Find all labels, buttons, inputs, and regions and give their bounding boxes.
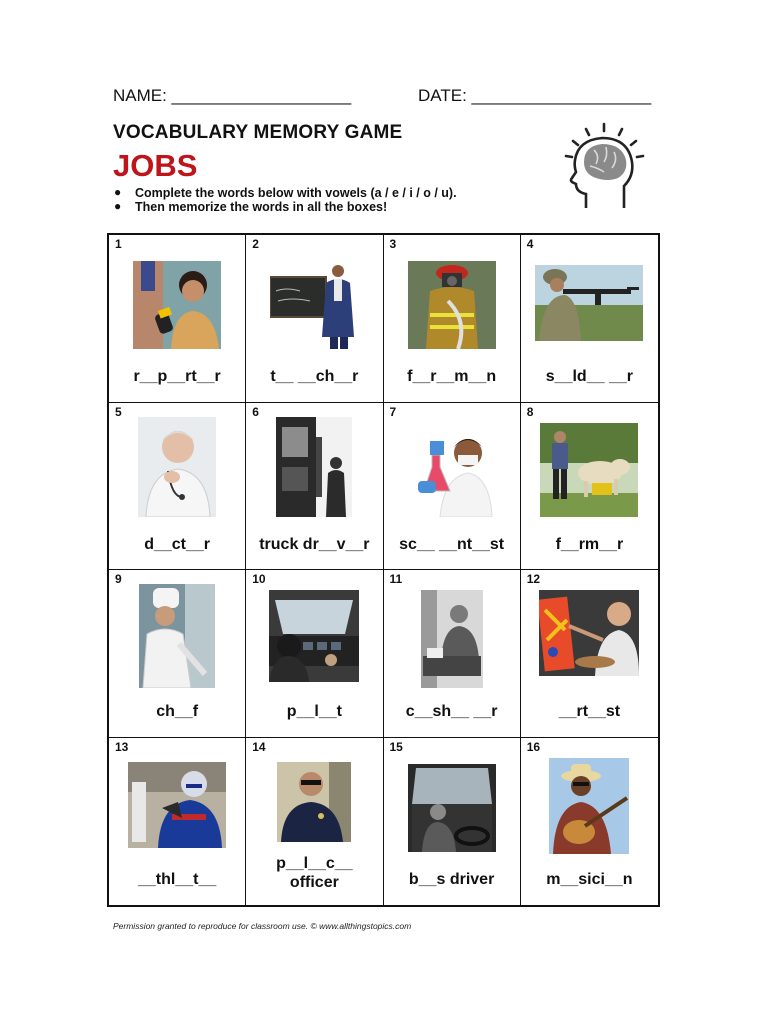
card-word: truck dr__v__r (259, 535, 370, 553)
card-number: 9 (115, 572, 122, 586)
card-number: 2 (252, 237, 259, 251)
vocab-card (521, 738, 658, 906)
artist-photo (539, 590, 639, 676)
vocab-card (109, 570, 246, 738)
card-word: r__p__rt__r (133, 368, 221, 385)
athlete-photo (128, 762, 226, 848)
vocab-card (384, 235, 521, 403)
card-number: 3 (389, 237, 397, 251)
card-word: p__l__t (286, 703, 342, 720)
card-number: 13 (115, 739, 129, 754)
chef-photo (139, 584, 215, 688)
vocab-card (521, 403, 658, 571)
vocab-card (384, 738, 521, 906)
worksheet-topic: JOBS (113, 148, 198, 183)
card-word-line: p__l__c__ (276, 854, 353, 872)
police-officer-photo (277, 762, 351, 842)
pilot-photo (269, 590, 359, 682)
card-word: ch__f (156, 703, 199, 720)
card-number: 11 (389, 572, 403, 586)
vocabulary-grid (107, 233, 660, 907)
vocab-card (109, 403, 246, 571)
musician-photo (549, 758, 629, 854)
cashier-photo (421, 590, 483, 688)
card-number: 7 (389, 404, 397, 419)
card-word (246, 854, 382, 892)
brain-head-icon (556, 120, 652, 216)
instructions-list (113, 186, 457, 214)
card-number: 16 (526, 739, 541, 754)
scientist-photo (410, 417, 494, 517)
card-word: b__s driver (408, 870, 495, 888)
card-number: 5 (115, 404, 122, 419)
card-word: __thl__t__ (137, 870, 217, 888)
card-word: c__sh__ __r (405, 703, 498, 720)
card-word: d__ct__r (144, 535, 211, 553)
vocab-card (384, 570, 521, 738)
name-field-label: NAME: ___________________ (113, 86, 352, 105)
vocab-card (109, 738, 246, 906)
farmer-photo (540, 423, 638, 517)
vocab-card (521, 570, 658, 738)
card-word: sc__ __nt__st (399, 535, 505, 553)
vocab-card (246, 403, 383, 571)
truck-driver-photo (276, 417, 352, 517)
card-word: t__ __ch__r (270, 368, 359, 385)
card-word: m__sici__n (546, 870, 633, 888)
card-number: 14 (252, 739, 266, 754)
card-number: 8 (526, 404, 534, 419)
doctor-photo (138, 417, 216, 517)
instruction-item: ● Complete the words below with vowels (a / e / i / o / u). (113, 186, 457, 200)
card-number: 6 (252, 404, 259, 419)
copyright-footer: Permission granted to reproduce for classroom use. © www.allthingstopics.com (113, 921, 412, 931)
instruction-item: ● Then memorize the words in all the boxes! (113, 200, 457, 214)
fireman-photo (408, 261, 496, 349)
card-number: 15 (389, 739, 403, 754)
card-word: s__ld__ __r (545, 368, 633, 385)
vocab-card (246, 738, 383, 906)
worksheet-title: VOCABULARY MEMORY GAME (113, 122, 403, 143)
reporter-photo (133, 261, 221, 349)
vocab-card (109, 235, 246, 403)
card-number: 1 (115, 237, 122, 251)
vocab-card (521, 235, 658, 403)
date-field-label: DATE: ___________________ (418, 86, 652, 105)
vocab-card (246, 235, 383, 403)
card-word: f__rm__r (555, 535, 624, 553)
vocab-card (246, 570, 383, 738)
teacher-photo (270, 261, 358, 349)
vocab-card (384, 403, 521, 571)
card-number: 12 (526, 572, 541, 586)
card-word-line: officer (289, 873, 339, 891)
card-number: 10 (252, 572, 266, 586)
soldier-photo (535, 265, 643, 341)
bus-driver-photo (408, 764, 496, 852)
card-word: f__r__m__n (407, 368, 497, 385)
card-word: __rt__st (558, 703, 621, 720)
card-number: 4 (526, 237, 534, 251)
